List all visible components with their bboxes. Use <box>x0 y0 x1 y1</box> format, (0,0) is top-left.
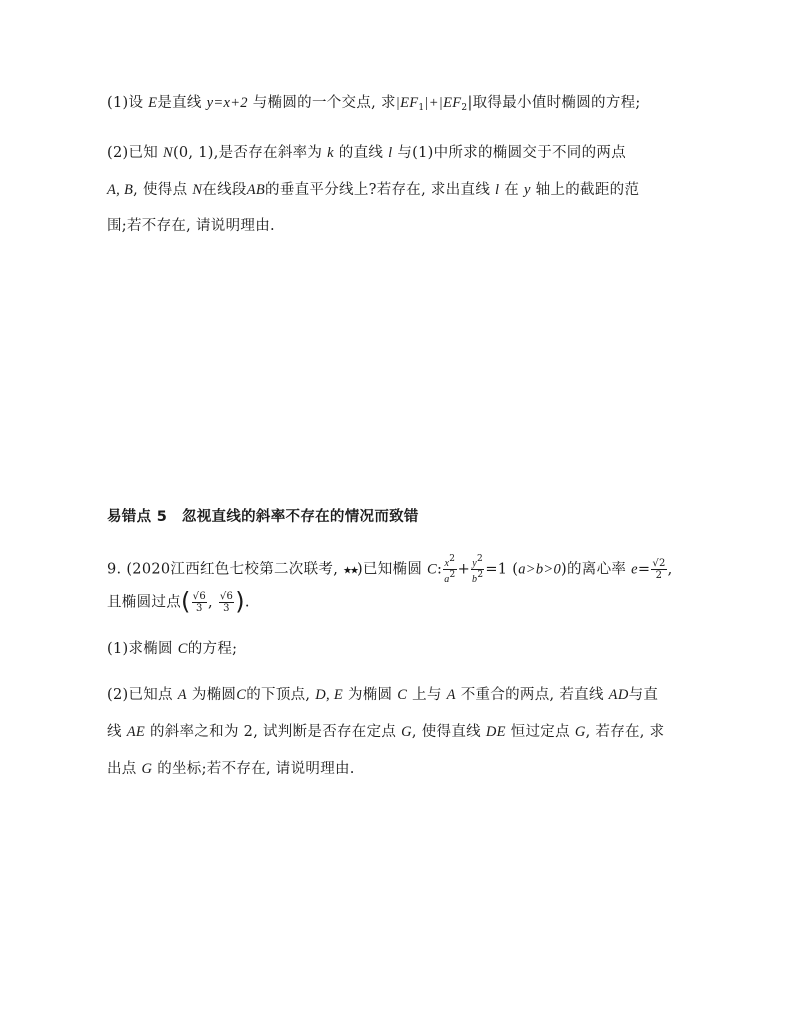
fraction-root2-over-2: $\frac{√2}{2}$ <box>652 558 666 581</box>
fraction-root6-over-3-b: $\frac{√6}{3}$ <box>219 591 234 614</box>
right-paren: ) <box>235 587 245 616</box>
q9-intro-line1: 9. (2020江西红色七校第二次联考, ★★)已知椭圆 C: $\frac{x2}{a2}$ + $\frac{y2}{b2}$ =1 (a>b>0)的离心率 e= $\frac{√2}{2}$ , <box>107 554 673 585</box>
q9-part2-line1: (2)已知点 A 为椭圆C的下顶点, D, E 为椭圆 C 上与 A 不重合的两点, 若直线 AD与直 <box>107 687 659 703</box>
left-paren: ( <box>181 587 191 616</box>
q8-part2-line2: A, B, 使得点 N在线段AB的垂直平分线上?若存在, 求出直线 l 在 y 轴上的截距的范 <box>107 182 640 198</box>
difficulty-stars: ★★ <box>343 565 357 577</box>
q8-part1-text: (1)设 E是直线 y=x+2 与椭圆的一个交点, 求$|EF_1|+|EF_2|$取得最小值时椭圆的方程; <box>107 95 641 113</box>
point-e: E <box>148 95 158 111</box>
q8-part2-line1: (2)已知 N(0, 1),是否存在斜率为 k 的直线 l 与(1)中所求的椭圆交于不同的两点 <box>107 145 627 161</box>
fraction-y2-b2: $\frac{y2}{b2}$ <box>472 554 484 585</box>
q8-part2-line3: 围;若不存在, 请说明理由. <box>107 218 275 234</box>
q9-intro-line2: 且椭圆过点( $\frac{√6}{3}$ , $\frac{√6}{3}$ ). <box>107 587 250 616</box>
line-equation: y=x+2 <box>206 95 248 111</box>
q9-part1-text: (1)求椭圆 C的方程; <box>107 641 238 657</box>
section-heading: 易错点 5 忽视直线的斜率不存在的情况而致错 <box>107 509 419 525</box>
q9-part2-line3: 出点 G 的坐标;若不存在, 请说明理由. <box>107 761 355 777</box>
q9-part2-line2: 线 AE 的斜率之和为 2, 试判断是否存在定点 G, 使得直线 DE 恒过定点 G, 若存在, 求 <box>107 724 665 740</box>
fraction-root6-over-3-a: $\frac{√6}{3}$ <box>192 591 207 614</box>
fraction-x2-a2: $\frac{x2}{a2}$ <box>444 554 456 585</box>
